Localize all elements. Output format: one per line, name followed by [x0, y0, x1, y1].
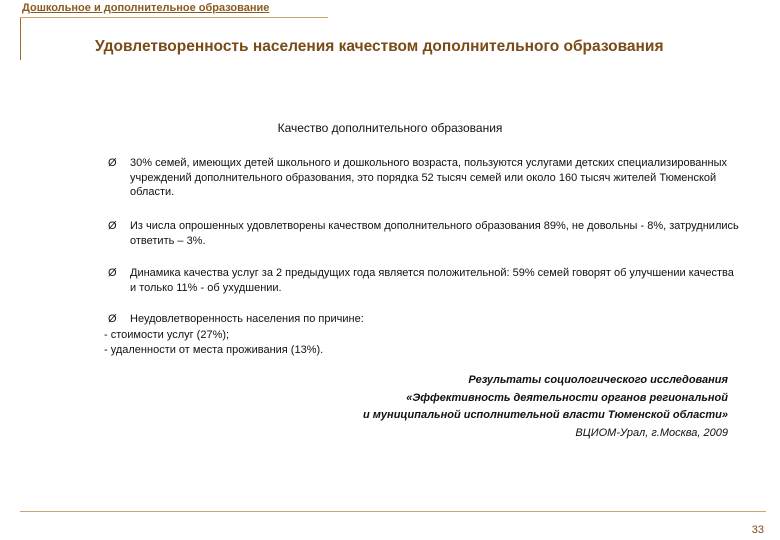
- reasons-heading: Неудовлетворенность населения по причине:: [130, 313, 364, 325]
- arrow-bullet-icon: Ø: [108, 267, 117, 279]
- header-divider: [20, 17, 328, 18]
- bullet-text: 30% семей, имеющих детей школьного и дошкольного возраста, пользуются услугами детских специализированных учреждений дополнительного образования, это порядка 52 тысяч семей или около 160 тысяч жителей Тюменской области.: [130, 157, 727, 198]
- footer-divider: [20, 511, 766, 512]
- arrow-bullet-icon: Ø: [108, 313, 117, 325]
- citation-line: Результаты социологического исследования: [468, 374, 728, 386]
- bullet-text: Динамика качества услуг за 2 предыдущих года является положительной: 59% семей говорят об улучшении качества и только 11% - об ухудшении.: [130, 267, 734, 294]
- reasons-block: [104, 312, 364, 359]
- header-vertical-line: [20, 18, 21, 60]
- reason-item: - удаленности от места проживания (13%).: [104, 344, 324, 356]
- bullet-text: Из числа опрошенных удовлетворены качеством дополнительного образования 89%, не довольны - 8%, затруднились ответить – 3%.: [130, 220, 739, 247]
- section-label[interactable]: Дошкольное и дополнительное образование: [22, 2, 270, 14]
- page-number: 33: [751, 524, 764, 536]
- bullet-item: [108, 156, 740, 200]
- section-title: Качество дополнительного образования: [277, 121, 503, 135]
- reason-item: - стоимости услуг (27%);: [104, 328, 230, 341]
- slide-title: Удовлетворенность населения качеством дополнительного образования: [95, 38, 664, 55]
- reasons-heading-row: [104, 312, 364, 328]
- citation-line: «Эффективность деятельности органов региональной: [406, 391, 728, 404]
- arrow-bullet-icon: Ø: [108, 157, 117, 169]
- arrow-bullet-icon: Ø: [108, 220, 117, 232]
- bullet-item: [108, 219, 740, 248]
- citation-line: и муниципальной исполнительной власти Тюменской области»: [363, 409, 728, 421]
- citation-block: [363, 372, 728, 442]
- citation-source: ВЦИОМ-Урал, г.Москва, 2009: [575, 426, 728, 439]
- bullet-item: [108, 266, 740, 295]
